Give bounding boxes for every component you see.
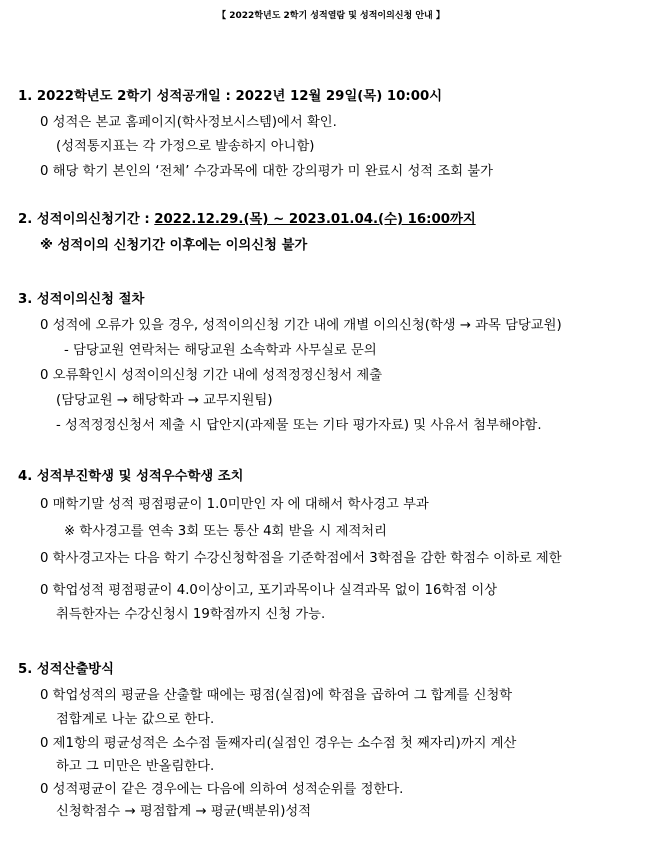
page-title: 【 2022학년도 2학기 성적열람 및 성적이의신청 안내 】 [217,11,445,21]
section-4-item: 0 학업성적 평점평균이 4.0이상이고, 포기과목이나 실격과목 없이 16학점 이상 [40,583,498,598]
section-1-item: 0 성적은 본교 홈페이지(학사정보시스템)에서 확인. [40,115,337,130]
section-4-item: ※ 학사경고를 연속 3회 또는 통산 4회 받을 시 제적처리 [64,524,387,539]
section-5-heading: 5. 성적산출방식 [18,662,115,677]
section-5-item: 하고 그 미만은 반올림한다. [56,759,215,774]
section-3-heading: 3. 성적이의신청 절차 [18,292,145,307]
section-3-item: 0 오류확인시 성적이의신청 기간 내에 성적정정신청서 제출 [40,368,383,383]
section-5-item: 0 성적평균이 같은 경우에는 다음에 의하여 성적순위를 정한다. [40,782,404,797]
section-4-item: 취득한자는 수강신청시 19학점까지 신청 가능. [56,607,326,622]
section-3-item: 0 성적에 오류가 있을 경우, 성적이의신청 기간 내에 개별 이의신청(학생 → 과목 담당교원) [40,318,562,333]
section-3-item: - 담당교원 연락처는 해당교원 소속학과 사무실로 문의 [64,343,377,358]
section-3-item: (담당교원 → 해당학과 → 교무지원팀) [56,393,273,408]
section-2-heading-label: 2. 성적이의신청기간 : [18,212,155,227]
section-3-item: - 성적정정신청서 제출 시 답안지(과제물 또는 기타 평가자료) 및 사유서 첨부해야함. [56,418,542,433]
section-5-item: 0 제1항의 평균성적은 소수점 둘째자리(실점인 경우는 소수점 첫 째자리)까지 계산 [40,736,517,751]
section-5-item: 신청학점수 → 평점합계 → 평균(백분위)성적 [56,804,312,819]
section-5-item: 0 학업성적의 평균을 산출할 때에는 평점(실점)에 학점을 곱하여 그 합계를 신청학 [40,688,513,703]
section-4-item: 0 매학기말 성적 평점평균이 1.0미만인 자 에 대해서 학사경고 부과 [40,497,429,512]
section-1-heading: 1. 2022학년도 2학기 성적공개일 : 2022년 12월 29일(목) 10:00시 [18,89,443,104]
section-4-heading: 4. 성적부진학생 및 성적우수학생 조치 [18,469,244,484]
section-5-item: 점합계로 나눈 값으로 한다. [56,712,215,727]
section-2-note: ※ 성적이의 신청기간 이후에는 이의신청 불가 [40,238,308,253]
section-2-heading [18,211,476,228]
section-2-heading-period: 2022.12.29.(목) ~ 2023.01.04.(수) 16:00까지 [154,212,476,227]
section-1-item: 0 해당 학기 본인의 ‘전체’ 수강과목에 대한 강의평가 미 완료시 성적 조회 불가 [40,164,493,179]
section-1-item: (성적통지표는 각 가정으로 발송하지 아니함) [56,139,315,154]
section-4-item: 0 학사경고자는 다음 학기 수강신청학점을 기준학점에서 3학점을 감한 학점수 이하로 제한 [40,551,562,566]
